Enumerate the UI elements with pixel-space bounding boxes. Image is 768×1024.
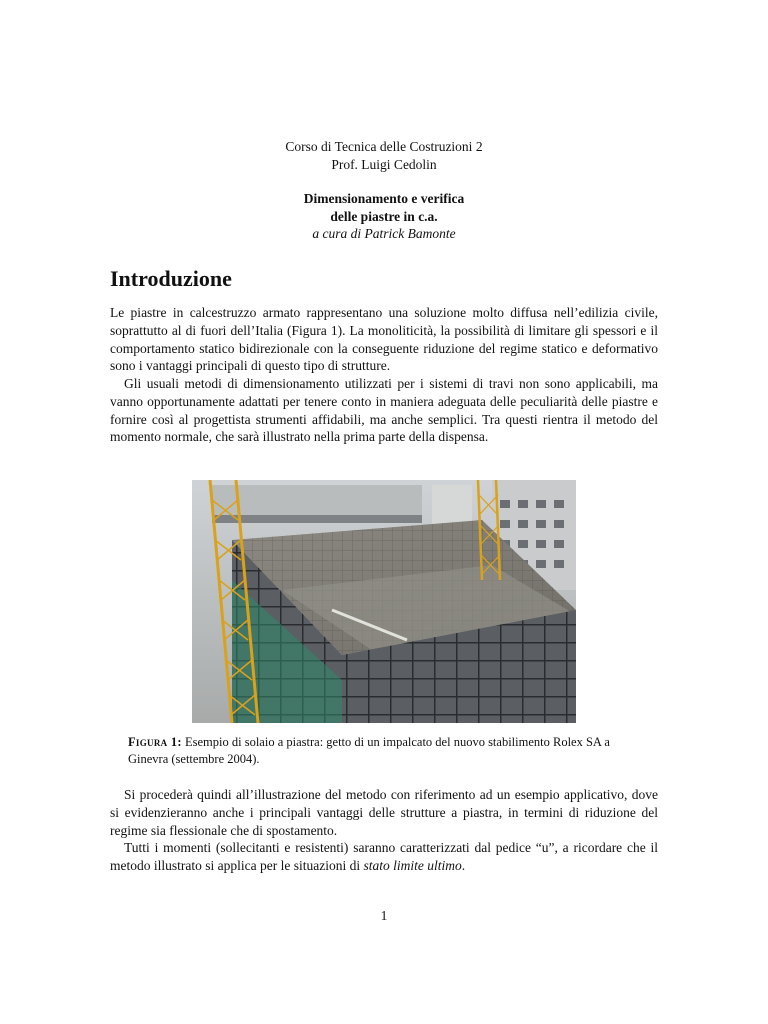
doc-title-line1: Dimensionamento e verifica (303, 191, 465, 206)
section-heading: Introduzione (110, 266, 232, 291)
construction-site-image (192, 480, 576, 723)
paragraph-2: Gli usuali metodi di dimensionamento utilizzati per i sistemi di travi non sono applicabili, ma vanno opportunamente adattati per tenere conto in maniera adeguata delle peculiarità delle piastre e fornire così al progettista strumenti affidabili, ma anche semplici. Tra questi rientra il metodo del momento normale, che sarà illustrato nella prima parte della dispensa. (110, 376, 658, 445)
paragraph-4-emphasis: stato limite ultimo (363, 857, 462, 873)
professor-name: Prof. Luigi Cedolin (331, 157, 437, 172)
page-number: 1 (380, 908, 388, 923)
course-name: Corso di Tecnica delle Costruzioni 2 (285, 139, 483, 154)
paragraph-4-end: . (461, 857, 466, 873)
doc-author: a cura di Patrick Bamonte (312, 226, 456, 241)
figure-label: Figura 1: (128, 735, 182, 749)
figure-caption-text: Esempio di solaio a piastra: getto di un impalcato del nuovo stabilimento Rolex SA a Ginevra (settembre 2004). (128, 735, 610, 766)
doc-title-line2: delle piastre in c.a. (330, 209, 438, 224)
paragraph-4-text: Tutti i momenti (sollecitanti e resistenti) saranno caratterizzati dal pedice “u”, a ricordare che il metodo illustrato si applica per le situazioni di (110, 840, 658, 873)
figure-caption (128, 734, 648, 768)
paragraph-4 (110, 839, 658, 875)
paragraph-3: Si procederà quindi all’illustrazione del metodo con riferimento ad un esempio applicativo, dove si evidenzieranno anche i principali vantaggi delle strutture a piastra, in termini di riduzione del regime sia flessionale che di spostamento. (110, 787, 658, 838)
figure-photo (192, 480, 576, 723)
paragraph-1: Le piastre in calcestruzzo armato rappresentano una soluzione molto diffusa nell’edilizia civile, soprattutto al di fuori dell’Italia (Figura 1). La monoliticità, la possibilità di limitare gli spessori e il comportamento statico bidirezionale con la conseguente riduzione del regime statico e deformativo sono i vantaggi principali di questo tipo di strutture. (110, 305, 658, 374)
